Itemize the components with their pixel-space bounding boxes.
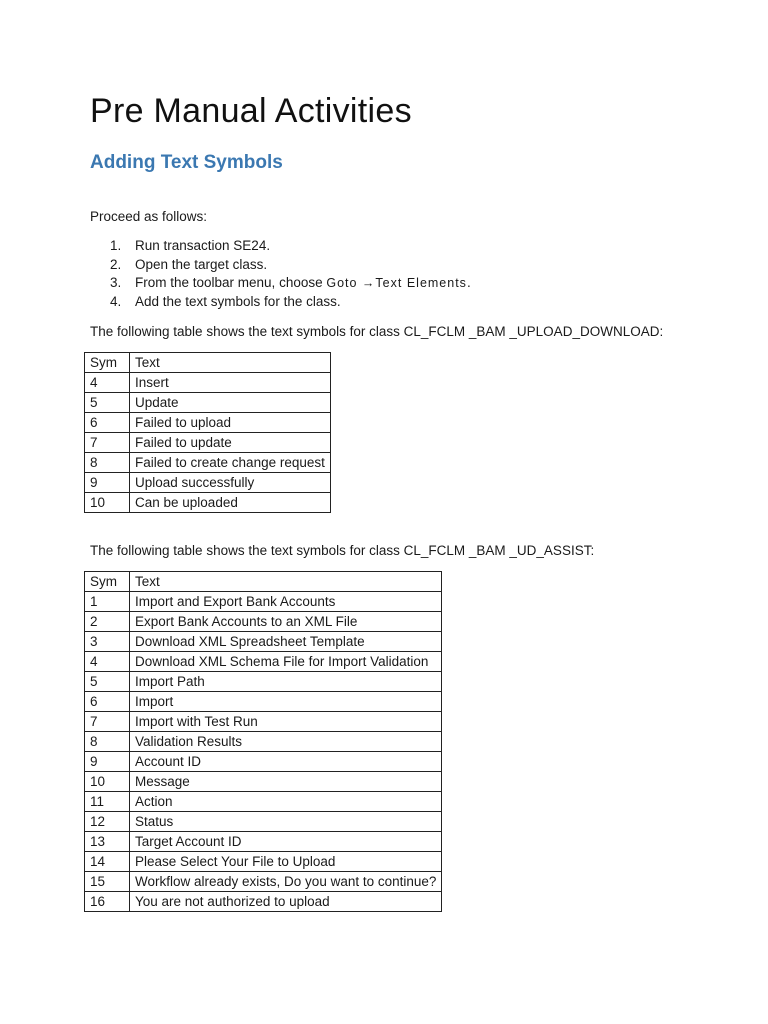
text-cell: Failed to upload — [130, 413, 331, 433]
step-text: Open the target class. — [135, 256, 268, 272]
step-number: 4. — [110, 294, 122, 310]
sym-cell: 7 — [85, 433, 130, 453]
sym-cell: 10 — [85, 493, 130, 513]
table-row — [85, 832, 442, 852]
menu-path: Goto →Text Elements — [326, 276, 467, 291]
text-cell: Account ID — [130, 752, 442, 772]
step-text: Run transaction SE24. — [135, 238, 271, 253]
text-cell: Insert — [130, 373, 331, 393]
text-cell: Text — [130, 572, 442, 592]
section-heading: Adding Text Symbols — [90, 152, 283, 173]
sym-cell: Sym — [85, 353, 130, 373]
text-cell: Please Select Your File to Upload — [130, 852, 442, 872]
sym-cell: 10 — [85, 772, 130, 792]
text-cell: Import with Test Run — [130, 712, 442, 732]
sym-cell: 4 — [85, 373, 130, 393]
table1-caption: The following table shows the text symbols for class CL_FCLM _BAM _UPLOAD_DOWNLOAD: — [90, 324, 664, 339]
text-cell: Download XML Schema File for Import Validation — [130, 652, 442, 672]
text-cell: Status — [130, 812, 442, 832]
table-row — [85, 592, 442, 612]
table-row — [85, 792, 442, 812]
table-row — [85, 872, 442, 892]
step-number: 3. — [110, 275, 122, 291]
sym-cell: 5 — [85, 672, 130, 692]
step-item — [110, 274, 471, 293]
text-cell: Export Bank Accounts to an XML File — [130, 612, 442, 632]
table-row — [85, 812, 442, 832]
table-row — [85, 413, 331, 433]
step-suffix: . — [466, 275, 471, 291]
table-row — [85, 692, 442, 712]
text-cell: Failed to create change request — [130, 453, 331, 473]
text-symbols-table-upload-download — [84, 352, 331, 513]
text-cell: Import — [130, 692, 442, 712]
text-cell: Message — [130, 772, 442, 792]
sym-cell: 13 — [85, 832, 130, 852]
table-header-row — [85, 353, 331, 373]
step-item — [110, 293, 471, 312]
text-cell: Download XML Spreadsheet Template — [130, 632, 442, 652]
table-row — [85, 672, 442, 692]
table-row — [85, 393, 331, 413]
text-cell: Failed to update — [130, 433, 331, 453]
text-cell: Update — [130, 393, 331, 413]
step-number: 1. — [110, 238, 122, 253]
table-row — [85, 433, 331, 453]
sym-cell: 14 — [85, 852, 130, 872]
text-cell: Workflow already exists, Do you want to continue? — [130, 872, 442, 892]
sym-cell: 9 — [85, 473, 130, 493]
table-row — [85, 892, 442, 912]
sym-cell: 5 — [85, 393, 130, 413]
sym-cell: 3 — [85, 632, 130, 652]
sym-cell: 9 — [85, 752, 130, 772]
sym-cell: 15 — [85, 872, 130, 892]
table-header-row — [85, 572, 442, 592]
intro-text: Proceed as follows: — [90, 209, 208, 224]
text-cell: Validation Results — [130, 732, 442, 752]
table-row — [85, 752, 442, 772]
text-cell: Text — [130, 353, 331, 373]
sym-cell: 4 — [85, 652, 130, 672]
text-cell: Target Account ID — [130, 832, 442, 852]
table-row — [85, 453, 331, 473]
sym-cell: 11 — [85, 792, 130, 812]
table-row — [85, 473, 331, 493]
table-row — [85, 612, 442, 632]
sym-cell: 2 — [85, 612, 130, 632]
text-cell: Upload successfully — [130, 473, 331, 493]
sym-cell: 16 — [85, 892, 130, 912]
text-cell: Import Path — [130, 672, 442, 692]
table-row — [85, 373, 331, 393]
text-cell: Can be uploaded — [130, 493, 331, 513]
sym-cell: 12 — [85, 812, 130, 832]
table2-caption: The following table shows the text symbols for class CL_FCLM _BAM _UD_ASSIST: — [90, 543, 595, 558]
step-text: From the toolbar menu, choose — [135, 275, 327, 291]
text-cell: You are not authorized to upload — [130, 892, 442, 912]
step-text: Add the text symbols for the class. — [135, 294, 341, 310]
table-row — [85, 772, 442, 792]
step-item — [110, 237, 471, 256]
sym-cell: 1 — [85, 592, 130, 612]
sym-cell: 7 — [85, 712, 130, 732]
table-row — [85, 852, 442, 872]
sym-cell: 6 — [85, 413, 130, 433]
page-title: Pre Manual Activities — [90, 92, 412, 130]
table-row — [85, 732, 442, 752]
table-row — [85, 632, 442, 652]
text-cell: Action — [130, 792, 442, 812]
step-number: 2. — [110, 256, 122, 272]
sym-cell: 6 — [85, 692, 130, 712]
sym-cell: Sym — [85, 572, 130, 592]
step-item — [110, 256, 471, 275]
steps-list — [110, 237, 471, 312]
text-symbols-table-ud-assist — [84, 571, 442, 912]
sym-cell: 8 — [85, 732, 130, 752]
table-row — [85, 712, 442, 732]
sym-cell: 8 — [85, 453, 130, 473]
table-row — [85, 493, 331, 513]
text-cell: Import and Export Bank Accounts — [130, 592, 442, 612]
table-row — [85, 652, 442, 672]
